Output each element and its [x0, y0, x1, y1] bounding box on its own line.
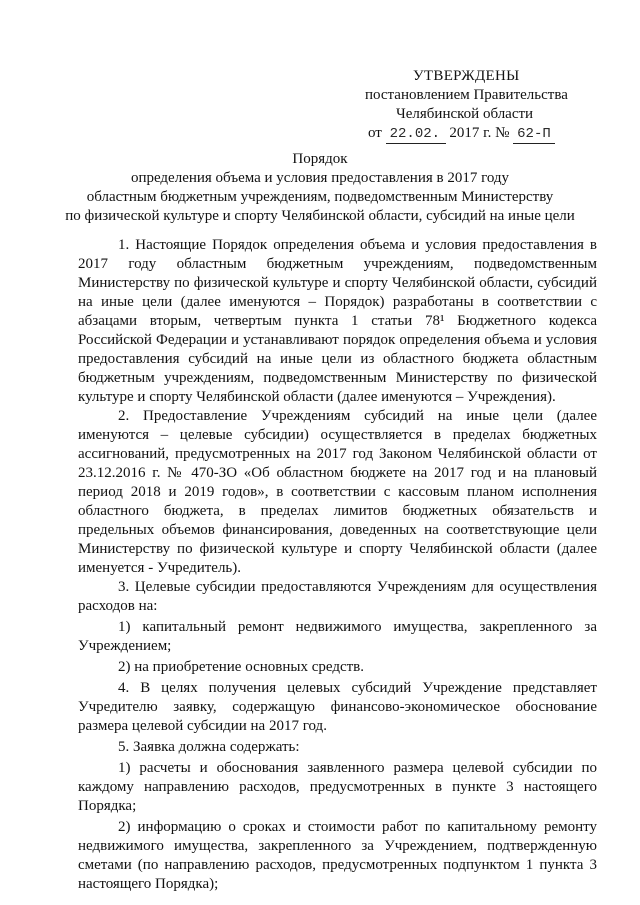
date-value-field	[386, 124, 446, 144]
document-body	[78, 236, 597, 894]
approval-date-line	[368, 124, 555, 144]
paragraph-4: 4. В целях получения целевых субсидий Учреждение представляет Учредителю заявку, содержащую финансово-экономическое обоснование размера целевой субсидии на 2017 год.	[78, 680, 597, 734]
paragraph-3: 3. Целевые субсидии предоставляются Учреждениям для осуществления расходов на:	[78, 579, 597, 614]
title-line-3: областным бюджетным учреждениям, подведомственным Министерству	[86, 189, 554, 205]
paragraph-3-item-2: 2) на приобретение основных средств.	[118, 659, 364, 675]
paragraph-3-item-1: 1) капитальный ремонт недвижимого имущества, закрепленного за Учреждением;	[78, 619, 597, 654]
date-value: 22.02.	[389, 126, 441, 142]
number-value: 62-П	[517, 126, 551, 142]
number-value-field	[513, 124, 555, 144]
paragraph-1: 1. Настоящие Порядок определения объема и условия предоставления в 2017 году областным бюджетным учреждениям, подведомственным Министерству по физической культуре и спорту Челябинской области, субсидий на иные цели (далее именуются – Порядок) разработаны в соответствии с абзацами вторым, четвертым пункта 1 статьи 78¹ Бюджетного кодекса Российской Федерации и устанавливают порядок определения объема и условия предоставления субсидий на иные цели из областного бюджета областным бюджетным учреждениям, подведомственным Министерству по физической культуре и спорту Челябинской области (далее именуются – Учреждения).	[78, 237, 597, 405]
paragraph-5-item-2: 2) информацию о сроках и стоимости работ по капитальному ремонту недвижимого имущества, закрепленного за Учреждением, подтвержденную сметами (по направлению расходов, предусмотренных подпунктом 1 пункта 3 настоящего Порядка);	[78, 819, 597, 892]
approval-title: УТВЕРЖДЕНЫ	[413, 68, 520, 84]
paragraph-5-item-1: 1) расчеты и обоснования заявленного размера целевой субсидии по каждому направлению расходов, предусмотренных в пункте 3 настоящего Порядка;	[78, 760, 597, 814]
title-line-4: по физической культуре и спорту Челябинской области, субсидий на иные цели	[65, 208, 575, 224]
document-title	[0, 150, 640, 226]
title-line-2: определения объема и условия предоставления в 2017 году	[130, 170, 510, 186]
paragraph-2: 2. Предоставление Учреждениям субсидий на иные цели (далее именуются – целевые субсидии) осуществляется в пределах бюджетных ассигнований, предусмотренных на 2017 год Законом Челябинской области от 23.12.2016 г. № 470-ЗО «Об областном бюджете на 2017 год и на плановый период 2018 и 2019 годов», в соответствии с кассовым планом исполнения областного бюджета, в пределах лимитов бюджетных обязательств и предельных объемов финансирования, доведенных на соответствующие цели Министерству по физической культуре и спорту Челябинской области (далее именуется - Учредитель).	[78, 408, 597, 576]
date-prefix: от	[368, 125, 382, 141]
paragraph-5: 5. Заявка должна содержать:	[118, 739, 300, 755]
title-line-1: Порядок	[292, 151, 348, 167]
approval-line-1: постановлением Правительства	[365, 87, 568, 103]
year-text: 2017 г. №	[449, 125, 510, 141]
approval-line-2: Челябинской области	[396, 106, 534, 122]
